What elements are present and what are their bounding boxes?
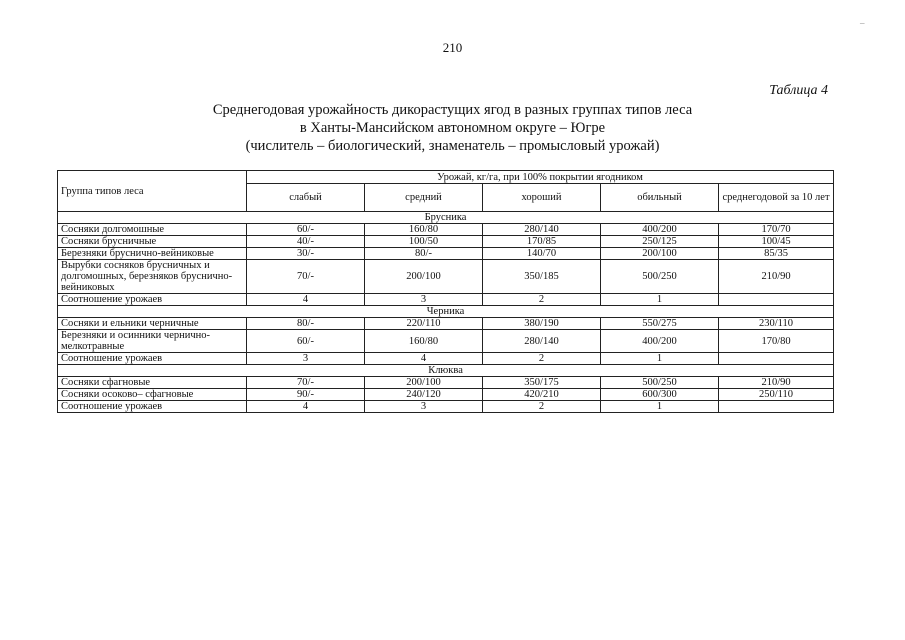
table-cell: 280/140 [483,330,601,353]
table-cell: 1 [601,401,719,413]
table-cell: 400/200 [601,224,719,236]
row-label: Сосняки сфагновые [58,377,247,389]
section-row [58,306,834,318]
table-cell: 400/200 [601,330,719,353]
table-row [58,353,834,365]
table-cell: 90/- [247,389,365,401]
scan-mark: _ [860,15,865,25]
table-cell: 100/50 [365,236,483,248]
table-body [58,212,834,413]
table-row [58,236,834,248]
table-cell: 210/90 [719,377,834,389]
row-label: Сосняки долгомошные [58,224,247,236]
title-line: Среднегодовая урожайность дикорастущих ягод в разных группах типов леса [212,102,693,118]
row-label: Сосняки и ельники черничные [58,318,247,330]
column-header-medium: средний [365,184,483,212]
table-cell: 210/90 [719,260,834,294]
table-row [58,318,834,330]
section-row [58,365,834,377]
table-cell [719,401,834,413]
column-header-annual-average: среднегодовой за 10 лет [719,184,834,212]
table-cell: 160/80 [365,330,483,353]
table-cell: 3 [365,294,483,306]
table-cell: 85/35 [719,248,834,260]
table-label: Таблица 4 [769,83,828,98]
page-number: 210 [442,40,463,55]
section-title: Брусника [58,212,834,224]
table-cell: 230/110 [719,318,834,330]
table-cell: 4 [247,294,365,306]
table-cell: 4 [247,401,365,413]
table-cell: 70/- [247,260,365,294]
table-cell: 420/210 [483,389,601,401]
table-cell: 170/80 [719,330,834,353]
table-cell: 200/100 [365,260,483,294]
table-row [58,377,834,389]
row-label: Березняки бруснично-вейниковые [58,248,247,260]
table-row [58,330,834,353]
table-cell: 1 [601,353,719,365]
table-row [58,401,834,413]
section-title: Клюква [58,365,834,377]
table-cell: 60/- [247,224,365,236]
yield-column-header: Урожай, кг/га, при 100% покрытии ягодником [247,171,834,184]
table-cell: 350/185 [483,260,601,294]
column-header-abundant: обильный [601,184,719,212]
table-cell: 200/100 [365,377,483,389]
table-cell: 380/190 [483,318,601,330]
table-cell: 220/110 [365,318,483,330]
row-label: Соотношение урожаев [58,353,247,365]
column-header-weak: слабый [247,184,365,212]
table-cell [719,353,834,365]
table-cell: 240/120 [365,389,483,401]
table-cell: 170/70 [719,224,834,236]
yield-table [57,170,834,413]
table-cell [719,294,834,306]
row-label: Березняки и осинники черничнo-мелкотравные [58,330,247,353]
table-cell: 250/125 [601,236,719,248]
table-cell: 2 [483,401,601,413]
table-cell: 500/250 [601,377,719,389]
table-cell: 280/140 [483,224,601,236]
table-cell: 170/85 [483,236,601,248]
table-row [58,294,834,306]
group-column-header: Группа типов леса [58,171,247,212]
table-cell: 250/110 [719,389,834,401]
section-title: Черника [58,306,834,318]
table-cell: 40/- [247,236,365,248]
table-cell: 600/300 [601,389,719,401]
table-cell: 500/250 [601,260,719,294]
table-cell: 350/175 [483,377,601,389]
table-cell: 1 [601,294,719,306]
table-cell: 80/- [365,248,483,260]
table-cell: 3 [247,353,365,365]
table-cell: 550/275 [601,318,719,330]
table-cell: 160/80 [365,224,483,236]
table-cell: 70/- [247,377,365,389]
table-cell: 3 [365,401,483,413]
table-row [58,389,834,401]
table-cell: 200/100 [601,248,719,260]
title-line: (числитель – биологический, знаменатель – промысловый урожай) [245,138,660,154]
row-label: Соотношение урожаев [58,401,247,413]
table-cell: 140/70 [483,248,601,260]
table-cell: 80/- [247,318,365,330]
row-label: Сосняки осоково– сфагновые [58,389,247,401]
table-cell: 30/- [247,248,365,260]
table-row [58,248,834,260]
table-row [58,224,834,236]
table-cell: 2 [483,294,601,306]
row-label: Соотношение урожаев [58,294,247,306]
row-label: Сосняки брусничные [58,236,247,248]
table-row [58,260,834,294]
column-header-good: хороший [483,184,601,212]
table-cell: 100/45 [719,236,834,248]
section-row [58,212,834,224]
table-cell: 2 [483,353,601,365]
row-label: Вырубки сосняков брусничных и долгомошных, березняков бруснично-вейниковых [58,260,247,294]
table-title [0,101,905,155]
table-cell: 4 [365,353,483,365]
table-cell: 60/- [247,330,365,353]
title-line: в Ханты-Мансийском автономном округе – Югре [299,120,606,136]
